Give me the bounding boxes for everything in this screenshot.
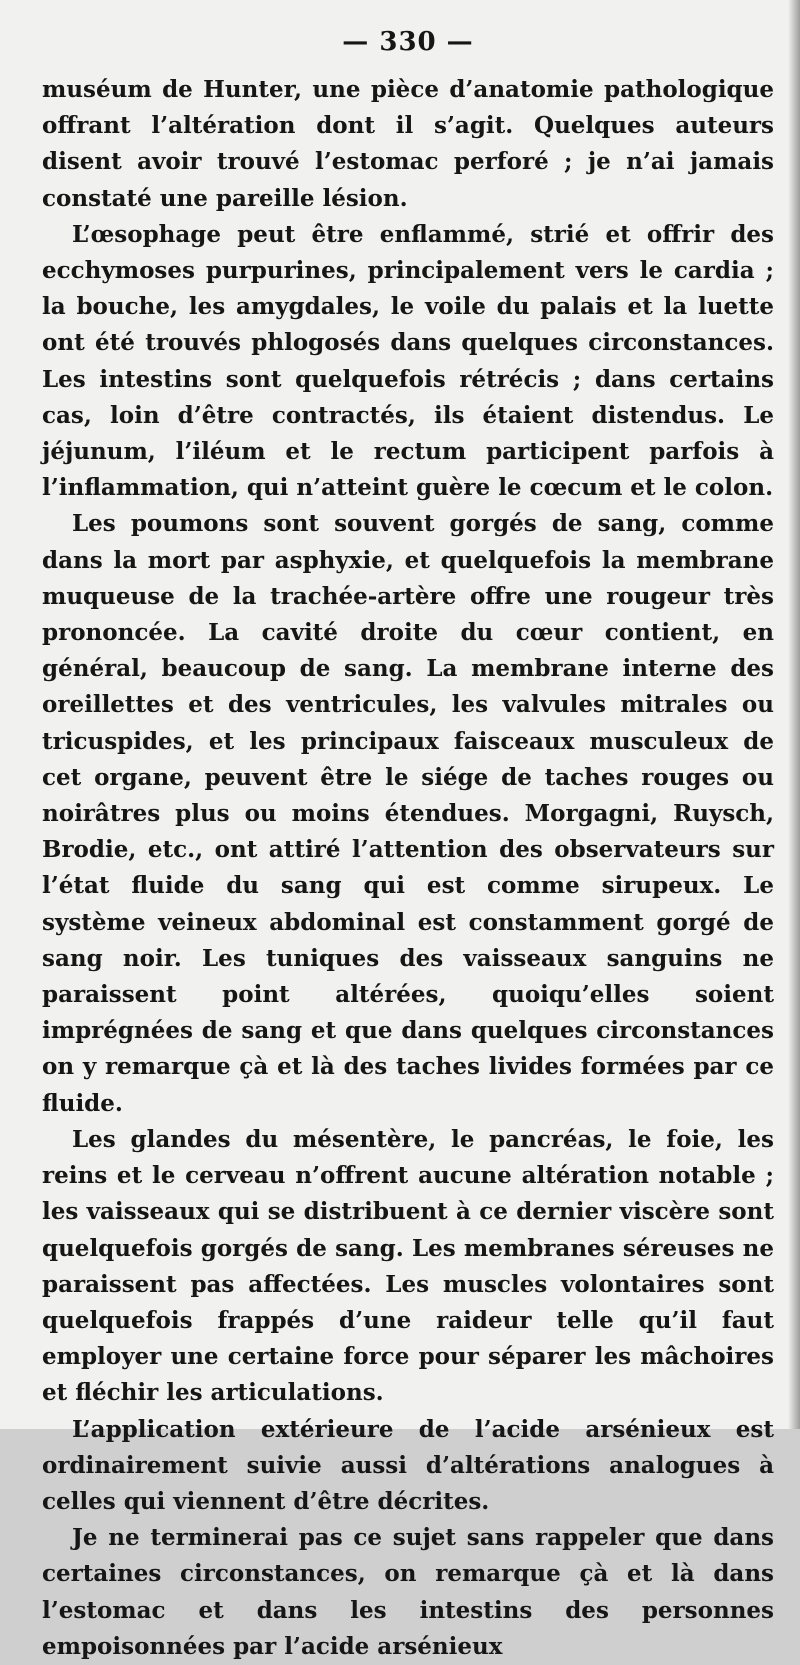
paragraph-5: L’application extérieure de l’acide arsénieux est ordinairement suivie aussi d’altérations analogues à celles qui viennent d’être décrites. xyxy=(42,1415,774,1515)
paragraph-3: Les poumons sont souvent gorgés de sang, comme dans la mort par asphyxie, et quelquefois la membrane muqueuse de la trachée-artère offre une rougeur très prononcée. La cavité droite du cœur contient, en général, beaucoup de sang. La membrane interne des oreillettes et des ventricules, les valvules mitrales ou tricuspides, et les principaux faisceaux musculeux de cet organe, peuvent être le siége de taches rouges ou noirâtres plus ou moins étendues. Morgagni, Ruysch, Brodie, etc., ont attiré l’attention des observateurs sur l’état fluide du sang qui est comme sirupeux. Le système veineux abdominal est constamment gorgé de sang noir. Les tuniques des vaisseaux sanguins ne paraissent point altérées, quoiqu’elles soient imprégnées de sang et que dans quelques circonstances on y remarque çà et là des taches livides formées par ce fluide. xyxy=(42,510,774,1117)
page-number: — 330 — xyxy=(342,27,474,57)
paragraph-1: muséum de Hunter, une pièce d’anatomie pathologique offrant l’altération dont il s’agit. Quelques auteurs disent avoir trouvé l’estomac perforé ; je n’ai jamais constaté une pareille lésion. xyxy=(42,76,774,212)
paragraph-2: L’œsophage peut être enflammé, strié et offrir des ecchymoses purpurines, principalement vers le cardia ; la bouche, les amygdales, le voile du palais et la luette ont été trouvés phlogosés dans quelques circonstances. Les intestins sont quelquefois rétrécis ; dans certains cas, loin d’être contractés, ils étaient distendus. Le jéjunum, l’iléum et le rectum participent parfois à l’inflammation, qui n’atteint guère le cœcum et le colon. xyxy=(42,220,774,502)
paragraph-6: Je ne terminerai pas ce sujet sans rappeler que dans certaines circonstances, on remarque çà et là dans l’estomac et dans les intestins des personnes empoisonnées par l’acide arsénieux xyxy=(42,1524,774,1660)
page-text xyxy=(42,72,774,1665)
paragraph-4: Les glandes du mésentère, le pancréas, le foie, les reins et le cerveau n’offrent aucune altération notable ; les vaisseaux qui se distribuent à ce dernier viscère sont quelquefois gorgés de sang. Les membranes séreuses ne paraissent pas affectées. Les muscles volontaires sont quelquefois frappés d’une raideur telle qu’il faut employer une certaine force pour séparer les mâchoires et fléchir les articulations. xyxy=(42,1125,774,1407)
page-edge-shadow xyxy=(788,0,800,1429)
